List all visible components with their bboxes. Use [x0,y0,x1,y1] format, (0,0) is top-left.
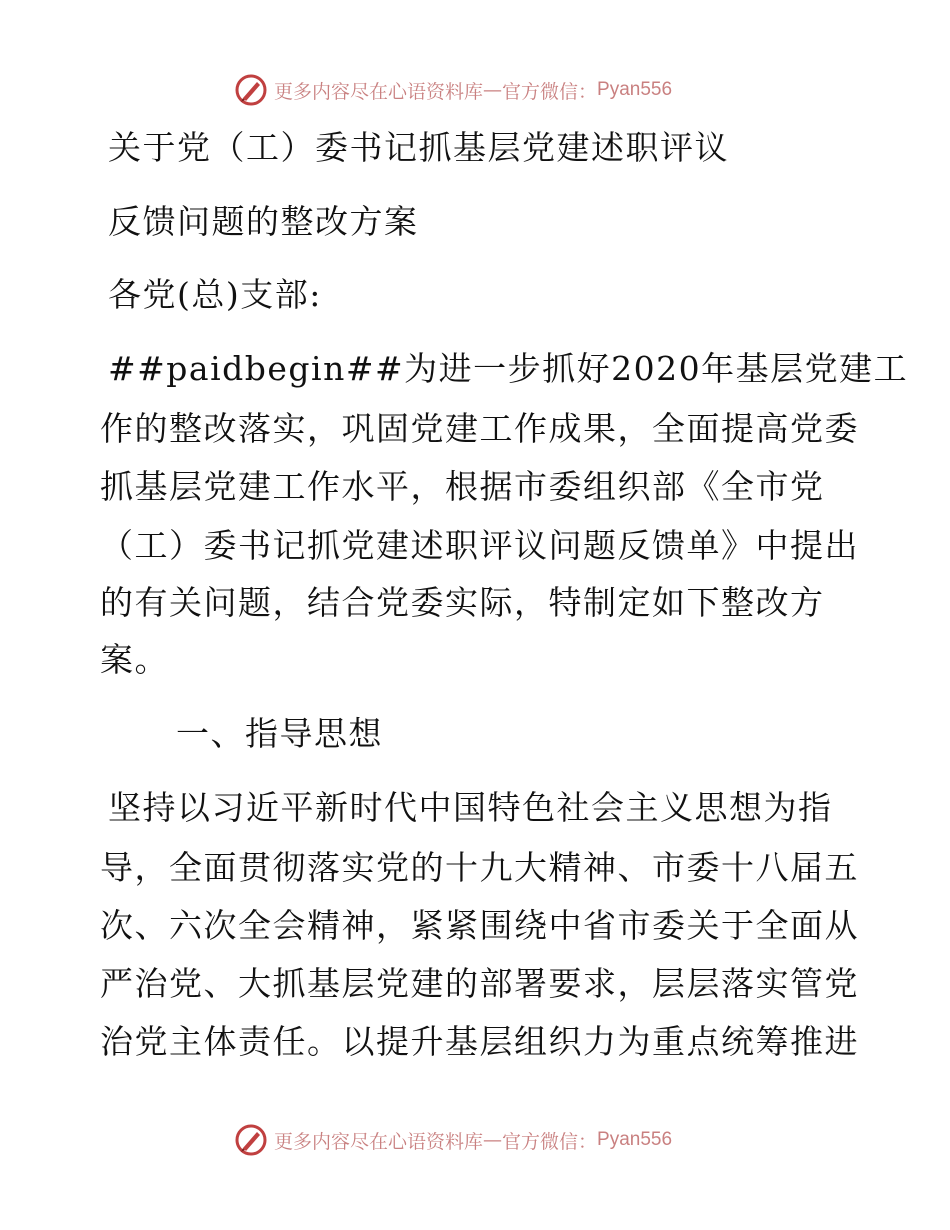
pen-logo-icon [234,73,268,107]
intro-line-5: 的有关问题，结合党委实际，特制定如下整改方 [100,583,825,622]
watermark-banner-top [234,72,672,108]
intro-line-4: （工）委书记抓党建述职评议问题反馈单》中提出 [100,526,859,565]
section1-line-4: 严治党、大抓基层党建的部署要求，层层落实管党 [100,964,859,1003]
watermark-wechat-label: 官方微信： [502,1130,598,1153]
doc-salutation: 各党(总)支部: [108,275,322,314]
section1-line-2: 导，全面贯彻落实党的十九大精神、市委十八届五 [100,848,859,887]
section1-line-1: 坚持以习近平新时代中国特色社会主义思想为指 [108,788,833,827]
section1-line-5: 治党主体责任。以提升基层组织力为重点统筹推进 [100,1022,859,1061]
watermark-separator: — [483,1129,503,1151]
intro-line-3: 抓基层党建工作水平，根据市委组织部《全市党 [100,467,825,506]
watermark-banner-bottom [234,1122,672,1158]
doc-title-line-2: 反馈问题的整改方案 [108,202,419,241]
pen-logo-icon [234,1123,268,1157]
section1-heading: 一、指导思想 [176,714,383,753]
intro-line-6: 案。 [100,640,169,679]
watermark-wechat-label: 官方微信： [502,80,598,103]
section1-line-3: 次、六次全会精神，紧紧围绕中省市委关于全面从 [100,906,859,945]
watermark-wechat-id: Pyan556 [597,1129,673,1150]
doc-title-line-1: 关于党（工）委书记抓基层党建述职评议 [108,128,729,167]
intro-line-2: 作的整改落实，巩固党建工作成果，全面提高党委 [100,409,859,448]
watermark-wechat-id: Pyan556 [597,79,673,100]
watermark-text: 更多内容尽在心语资料库 [274,80,484,103]
watermark-separator: — [483,79,503,101]
intro-line-1: ##paidbegin##为进一步抓好2020年基层党建工 [108,349,909,388]
watermark-text: 更多内容尽在心语资料库 [274,1130,484,1153]
